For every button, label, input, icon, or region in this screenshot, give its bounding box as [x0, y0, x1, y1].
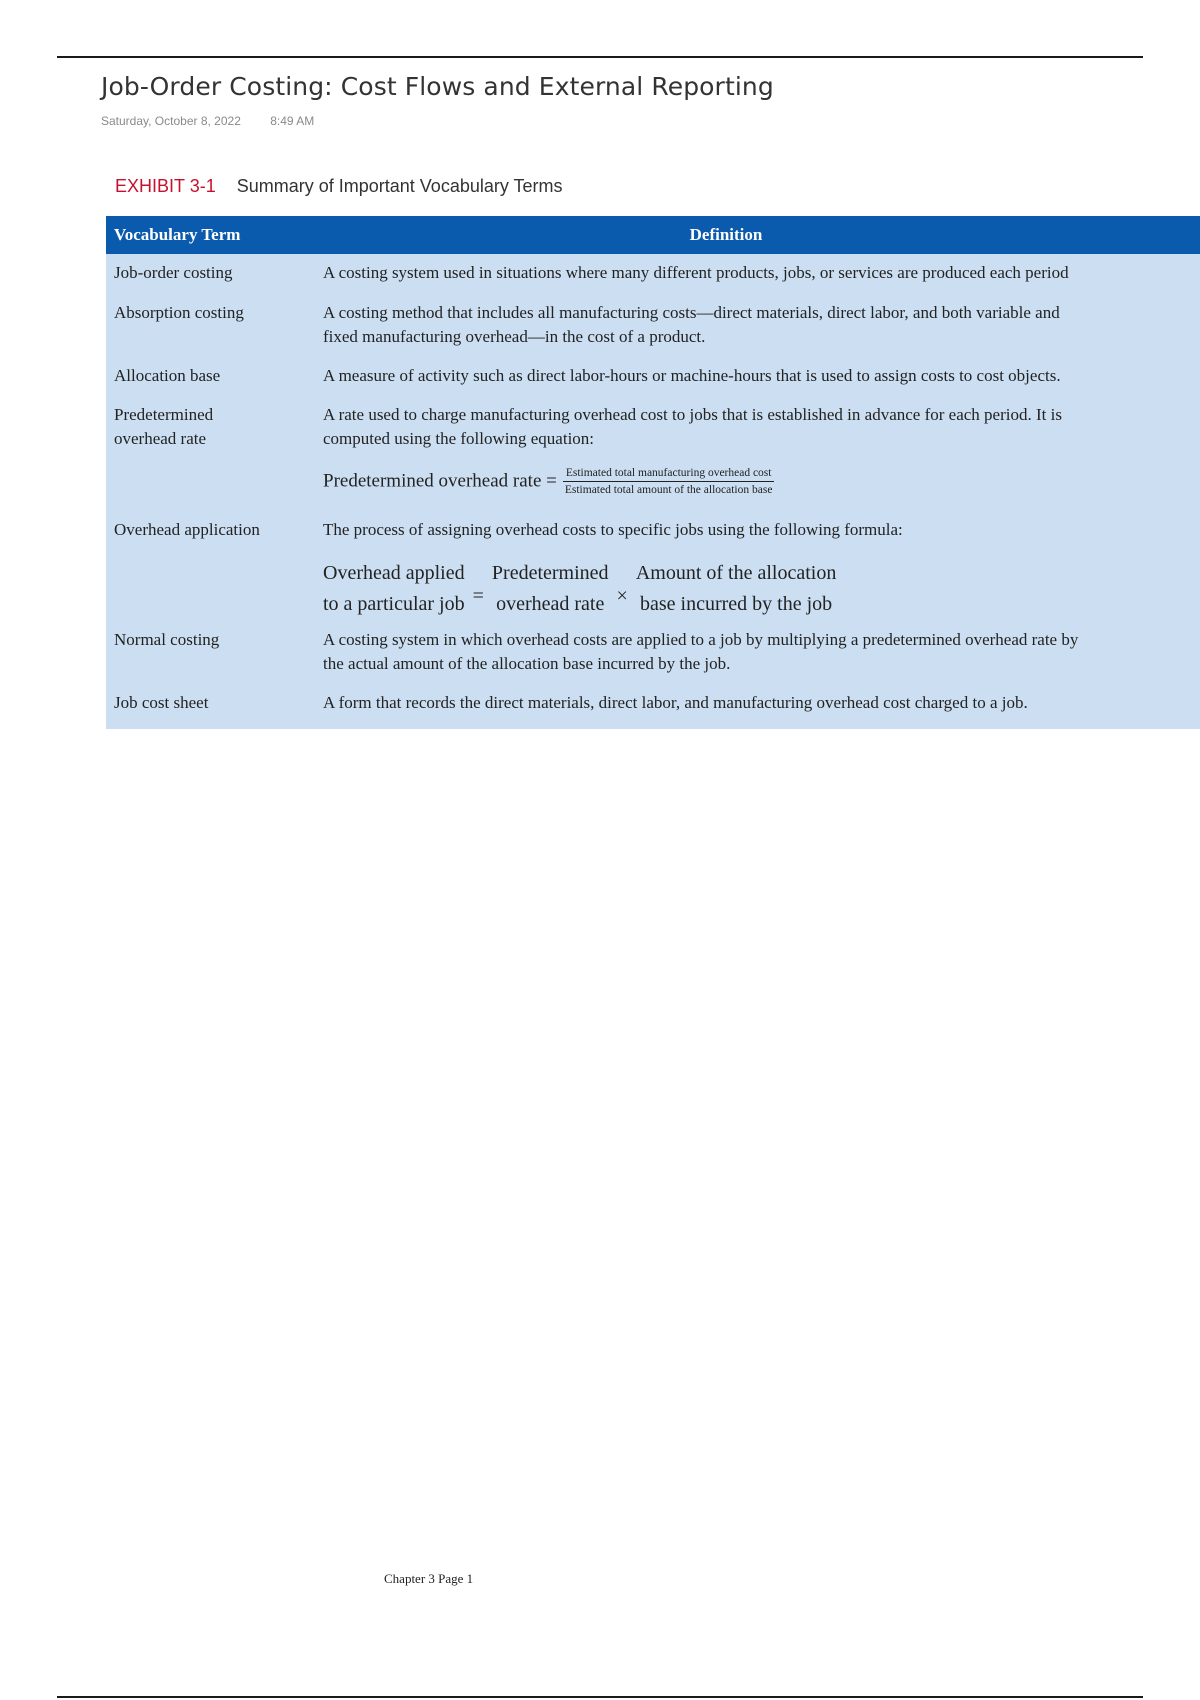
term-cell: Job cost sheet — [114, 693, 209, 712]
page-time: 8:49 AM — [270, 114, 315, 128]
definition-line: fixed manufacturing overhead—in the cost of a product. — [323, 327, 706, 346]
term-cell: Normal costing — [114, 630, 220, 649]
formula-line: Amount of the allocation — [635, 562, 837, 584]
formula-line: overhead rate — [496, 593, 605, 615]
page-title: Job-Order Costing: Cost Flows and External Reporting — [101, 72, 774, 101]
definition-line: the actual amount of the allocation base incurred by the job. — [323, 654, 731, 673]
overhead-applied-formula — [323, 558, 836, 620]
predetermined-rate-equation — [323, 467, 774, 496]
equation-lhs: Predetermined overhead rate = — [323, 470, 557, 492]
term-cell: Job-order costing — [114, 263, 233, 282]
exhibit-caption: Summary of Important Vocabulary Terms — [236, 176, 563, 196]
definition-cell — [323, 301, 1200, 349]
definition-line: The process of assigning overhead costs to specific jobs using the following formula: — [323, 520, 903, 539]
formula-line: base incurred by the job — [639, 593, 833, 615]
bottom-rule — [57, 1696, 1143, 1698]
definition-line: A rate used to charge manufacturing overhead cost to jobs that is established in advance for each period. It is — [323, 405, 1062, 424]
term-cell: Allocation base — [114, 366, 221, 385]
formula-line: Predetermined — [491, 562, 609, 584]
definition-cell — [323, 691, 1200, 715]
equation-fraction — [563, 467, 775, 496]
formula-term-predetermined-rate — [492, 558, 609, 620]
formula-term-overhead-applied — [323, 558, 465, 620]
page-date: Saturday, October 8, 2022 — [101, 114, 241, 128]
exhibit-heading — [115, 176, 563, 197]
definition-cell — [323, 403, 1200, 451]
formula-line: to a particular job — [323, 593, 465, 615]
equation-denominator: Estimated total amount of the allocation base — [564, 484, 773, 496]
definition-cell — [323, 628, 1200, 676]
vocabulary-table — [106, 216, 1200, 729]
definition-cell — [323, 261, 1200, 285]
term-line: overhead rate — [114, 429, 207, 448]
page-meta — [101, 114, 314, 128]
definition-line: A costing system used in situations where many different products, jobs, or services are produced each period — [323, 263, 1069, 282]
term-cell: Overhead application — [114, 520, 260, 539]
equation-numerator: Estimated total manufacturing overhead cost — [563, 467, 775, 482]
definition-line: A costing method that includes all manufacturing costs—direct materials, direct labor, and both variable and — [323, 303, 1060, 322]
definition-line: A form that records the direct materials, direct labor, and manufacturing overhead cost charged to a job. — [323, 693, 1028, 712]
header-vocabulary-term: Vocabulary Term — [114, 225, 241, 244]
header-definition: Definition — [689, 225, 763, 244]
definition-line: A costing system in which overhead costs are applied to a job by multiplying a predetermined overhead rate by — [323, 630, 1079, 649]
term-line: Predetermined — [114, 405, 214, 424]
formula-term-allocation-base — [636, 558, 837, 620]
definition-cell — [323, 364, 1200, 388]
exhibit-label: EXHIBIT 3-1 — [115, 176, 216, 196]
term-cell — [114, 403, 304, 451]
page-footer: Chapter 3 Page 1 — [384, 1571, 474, 1586]
equals-sign: = — [472, 584, 484, 607]
top-rule — [57, 56, 1143, 58]
term-cell: Absorption costing — [114, 303, 244, 322]
definition-line: A measure of activity such as direct labor-hours or machine-hours that is used to assign costs to cost objects. — [323, 366, 1061, 385]
definition-cell — [323, 518, 1200, 542]
multiply-sign: × — [616, 584, 628, 607]
definition-line: computed using the following equation: — [323, 429, 595, 448]
table-header — [106, 216, 1200, 254]
formula-line: Overhead applied — [323, 562, 465, 584]
